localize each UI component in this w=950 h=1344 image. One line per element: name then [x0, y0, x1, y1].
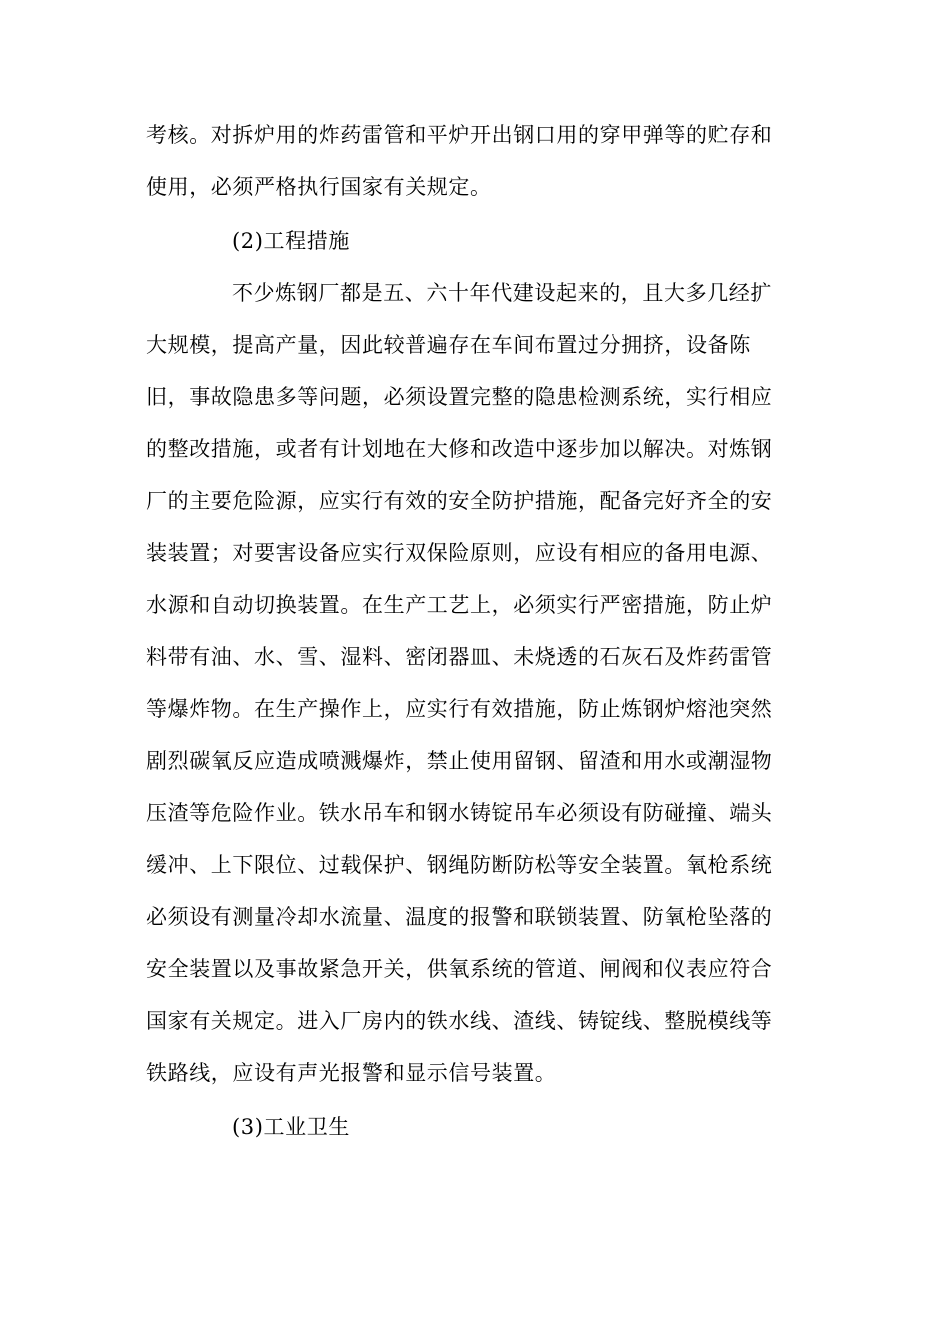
text-line: 厂的主要危险源，应实行有效的安全防护措施，配备完好齐全的安 [146, 489, 773, 513]
text-line: 装装置；对要害设备应实行双保险原则，应设有相应的备用电源、 [146, 541, 773, 565]
text-line: 安全装置以及事故紧急开关，供氧系统的管道、闸阀和仪表应符合 [146, 957, 773, 981]
text-line: 剧烈碳氧反应造成喷溅爆炸，禁止使用留钢、留渣和用水或潮湿物 [146, 749, 773, 773]
text-line: 压渣等危险作业。铁水吊车和钢水铸锭吊车必须设有防碰撞、端头 [146, 801, 773, 825]
text-line: 必须设有测量冷却水流量、温度的报警和联锁装置、防氧枪坠落的 [146, 905, 773, 929]
section-heading-engineering-measures: (2)工程措施 [232, 229, 350, 253]
text-line: 的整改措施，或者有计划地在大修和改造中逐步加以解决。对炼钢 [146, 437, 773, 461]
paragraph-first-line: 不少炼钢厂都是五、六十年代建设起来的，且大多几经扩 [232, 281, 772, 305]
text-line: 旧，事故隐患多等问题，必须设置完整的隐患检测系统，实行相应 [146, 385, 773, 409]
text-line: 铁路线，应设有声光报警和显示信号装置。 [146, 1061, 557, 1085]
text-line: 国家有关规定。进入厂房内的铁水线、渣线、铸锭线、整脱模线等 [146, 1009, 773, 1033]
text-line: 使用，必须严格执行国家有关规定。 [146, 175, 492, 199]
text-line: 水源和自动切换装置。在生产工艺上，必须实行严密措施，防止炉 [146, 593, 773, 617]
text-line: 缓冲、上下限位、过载保护、钢绳防断防松等安全装置。氧枪系统 [146, 853, 773, 877]
text-line: 考核。对拆炉用的炸药雷管和平炉开出钢口用的穿甲弹等的贮存和 [146, 123, 773, 147]
text-line: 料带有油、水、雪、湿料、密闭器皿、未烧透的石灰石及炸药雷管 [146, 645, 773, 669]
text-line: 大规模，提高产量，因此较普遍存在车间布置过分拥挤，设备陈 [146, 333, 751, 357]
section-heading-industrial-hygiene: (3)工业卫生 [232, 1115, 350, 1139]
text-line: 等爆炸物。在生产操作上，应实行有效措施，防止炼钢炉熔池突然 [146, 697, 773, 721]
